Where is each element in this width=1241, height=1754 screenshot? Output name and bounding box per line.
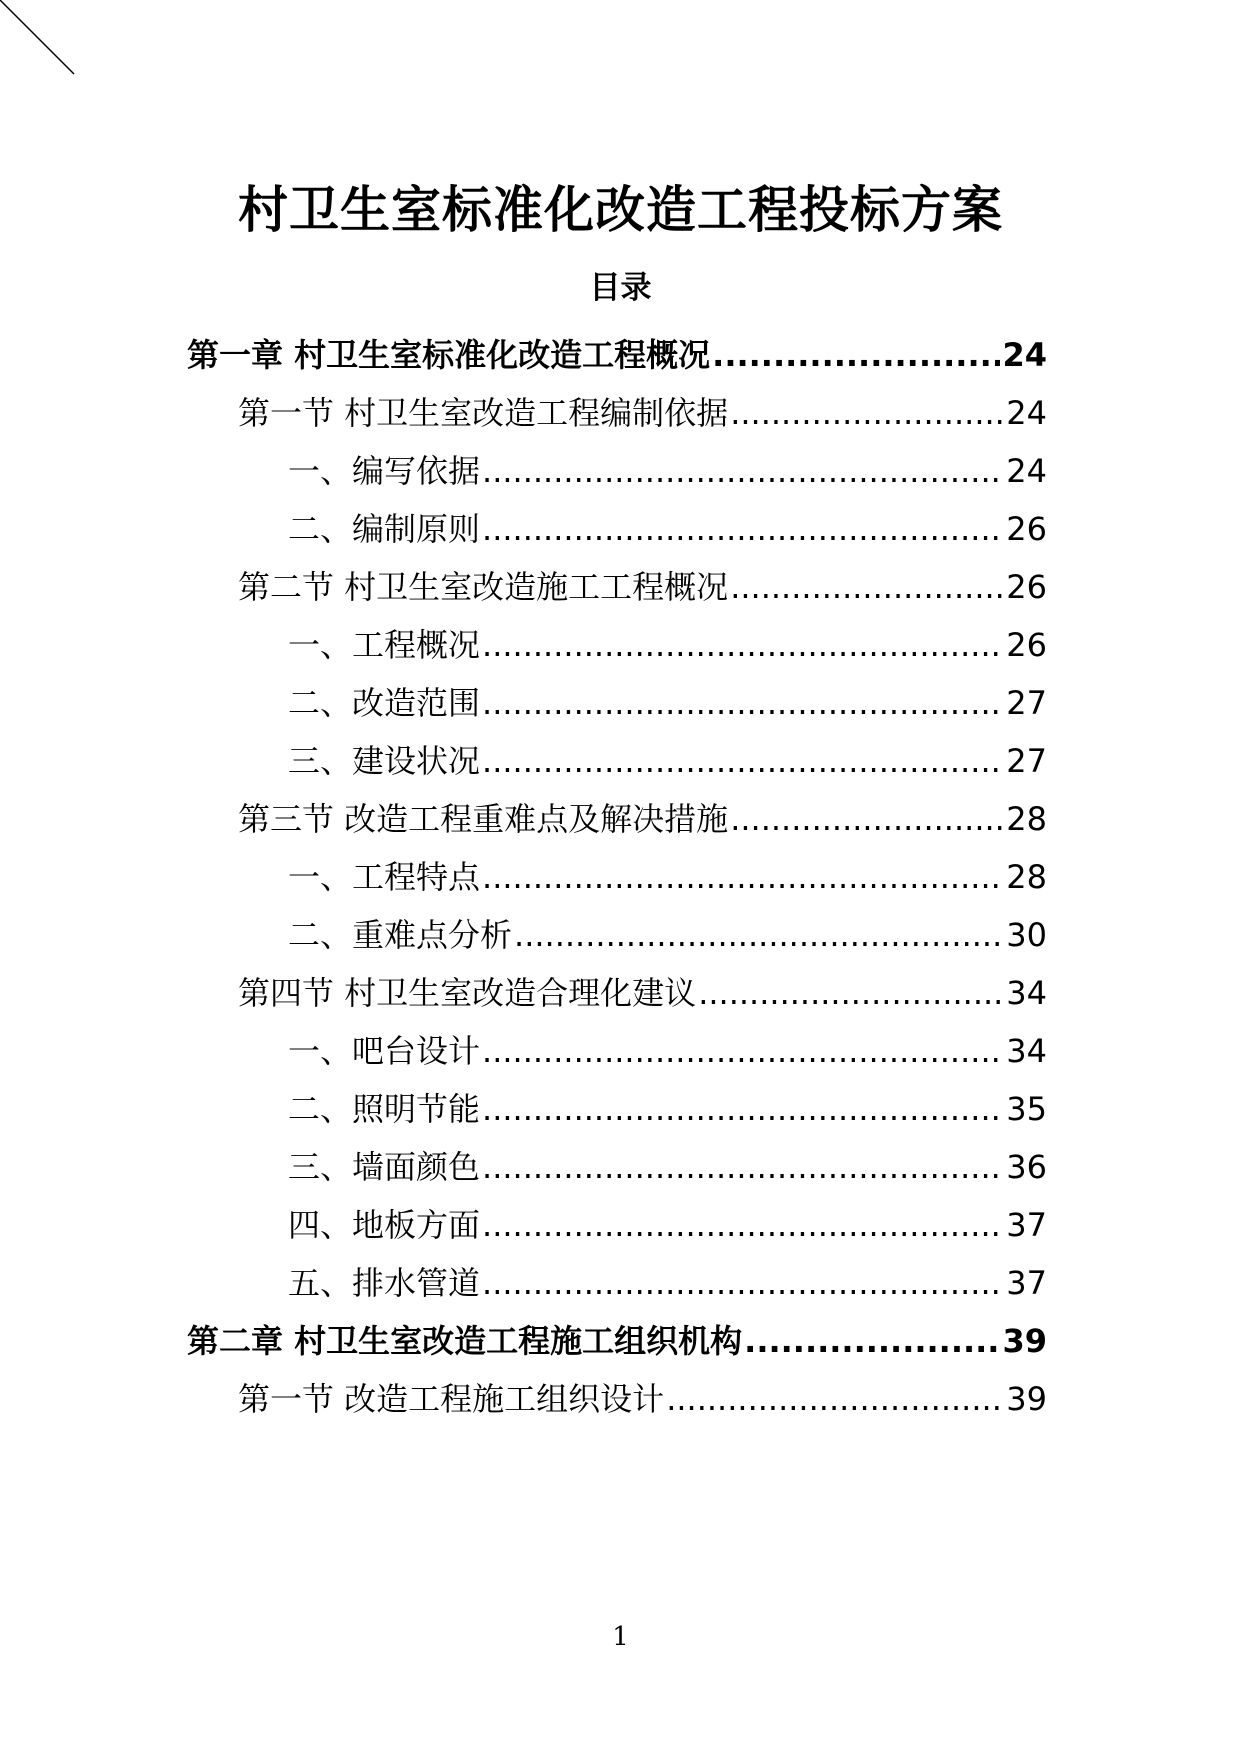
toc-entry-page: 35 bbox=[1006, 1090, 1047, 1128]
toc-entry[interactable] bbox=[288, 1258, 1047, 1308]
toc-entry[interactable] bbox=[288, 678, 1047, 728]
toc-entry-label: 第一章 村卫生室标准化改造工程概况 bbox=[187, 336, 711, 374]
toc-dot-leader bbox=[730, 388, 1004, 438]
toc-entry-label: 第一节 改造工程施工组织设计 bbox=[238, 1380, 665, 1418]
toc-entry-label: 三、建设状况 bbox=[288, 742, 481, 780]
toc-entry-label: 四、地板方面 bbox=[288, 1206, 481, 1244]
toc-entry-page: 28 bbox=[1006, 858, 1047, 896]
toc-entry-label: 二、重难点分析 bbox=[288, 916, 513, 954]
toc-entry-page: 36 bbox=[1006, 1148, 1047, 1186]
toc-entry-page: 30 bbox=[1006, 916, 1047, 954]
toc-heading: 目录 bbox=[589, 270, 652, 306]
toc-dot-leader bbox=[698, 968, 1004, 1018]
toc-dot-leader bbox=[730, 562, 1004, 612]
toc-dot-leader bbox=[482, 620, 1004, 670]
toc-entry-page: 24 bbox=[1006, 452, 1047, 490]
toc-entry-label: 第三节 改造工程重难点及解决措施 bbox=[238, 800, 729, 838]
toc-entry[interactable] bbox=[238, 794, 1047, 844]
toc-entry-label: 一、编写依据 bbox=[288, 452, 481, 490]
toc-entry-label: 二、改造范围 bbox=[288, 684, 481, 722]
toc-entry[interactable] bbox=[288, 1200, 1047, 1250]
toc-entry-label: 一、工程特点 bbox=[288, 858, 481, 896]
toc-entry[interactable] bbox=[238, 1374, 1047, 1424]
toc-entry-page: 34 bbox=[1006, 974, 1047, 1012]
toc-dot-leader bbox=[482, 1142, 1004, 1192]
toc-entry[interactable] bbox=[288, 910, 1047, 960]
toc-entry-page: 39 bbox=[1002, 1322, 1047, 1360]
toc-entry-page: 27 bbox=[1006, 684, 1047, 722]
toc-entry[interactable] bbox=[288, 620, 1047, 670]
toc-entry-page: 26 bbox=[1006, 626, 1047, 664]
corner-fold-mark bbox=[0, 0, 80, 80]
toc-dot-leader bbox=[482, 1200, 1004, 1250]
document-title: 村卫生室标准化改造工程投标方案 bbox=[238, 181, 1003, 239]
page-number: 1 bbox=[612, 1622, 629, 1652]
toc-entry-label: 一、吧台设计 bbox=[288, 1032, 481, 1070]
toc-entry[interactable] bbox=[288, 446, 1047, 496]
toc-entry[interactable] bbox=[288, 1084, 1047, 1134]
toc-entry-label: 第一节 村卫生室改造工程编制依据 bbox=[238, 394, 729, 432]
toc-entry[interactable] bbox=[238, 562, 1047, 612]
toc-entry[interactable] bbox=[288, 1142, 1047, 1192]
toc-entry[interactable] bbox=[288, 1026, 1047, 1076]
toc-entry[interactable] bbox=[187, 330, 1047, 380]
toc-dot-leader bbox=[482, 852, 1004, 902]
toc-dot-leader bbox=[482, 504, 1004, 554]
toc-entry-page: 28 bbox=[1006, 800, 1047, 838]
toc-entry-page: 37 bbox=[1006, 1264, 1047, 1302]
toc-dot-leader bbox=[482, 1026, 1004, 1076]
toc-entry-page: 39 bbox=[1006, 1380, 1047, 1418]
toc-dot-leader bbox=[482, 736, 1004, 786]
toc-dot-leader bbox=[744, 1316, 1000, 1366]
toc-entry[interactable] bbox=[238, 968, 1047, 1018]
toc-entry-page: 34 bbox=[1006, 1032, 1047, 1070]
toc-entry-page: 26 bbox=[1006, 510, 1047, 548]
toc-entry[interactable] bbox=[288, 504, 1047, 554]
toc-entry-page: 24 bbox=[1002, 336, 1047, 374]
toc-dot-leader bbox=[482, 678, 1004, 728]
toc-dot-leader bbox=[712, 330, 1000, 380]
toc-dot-leader bbox=[514, 910, 1004, 960]
toc-entry[interactable] bbox=[187, 1316, 1047, 1366]
toc-dot-leader bbox=[482, 1258, 1004, 1308]
toc-entry-page: 26 bbox=[1006, 568, 1047, 606]
toc-entry[interactable] bbox=[288, 852, 1047, 902]
toc-entry-label: 三、墙面颜色 bbox=[288, 1148, 481, 1186]
toc-entry-label: 第二章 村卫生室改造工程施工组织机构 bbox=[187, 1322, 743, 1360]
toc-entry-page: 27 bbox=[1006, 742, 1047, 780]
toc-entry[interactable] bbox=[288, 736, 1047, 786]
toc-dot-leader bbox=[666, 1374, 1004, 1424]
toc-entry-label: 二、编制原则 bbox=[288, 510, 481, 548]
toc-entry-label: 五、排水管道 bbox=[288, 1264, 481, 1302]
toc-dot-leader bbox=[730, 794, 1004, 844]
toc-entry-label: 第二节 村卫生室改造施工工程概况 bbox=[238, 568, 729, 606]
toc-dot-leader bbox=[482, 1084, 1004, 1134]
toc-entry-page: 24 bbox=[1006, 394, 1047, 432]
toc-entry-label: 二、照明节能 bbox=[288, 1090, 481, 1128]
toc-entry[interactable] bbox=[238, 388, 1047, 438]
toc-dot-leader bbox=[482, 446, 1004, 496]
toc-entry-label: 一、工程概况 bbox=[288, 626, 481, 664]
toc-entry-page: 37 bbox=[1006, 1206, 1047, 1244]
toc-entry-label: 第四节 村卫生室改造合理化建议 bbox=[238, 974, 697, 1012]
